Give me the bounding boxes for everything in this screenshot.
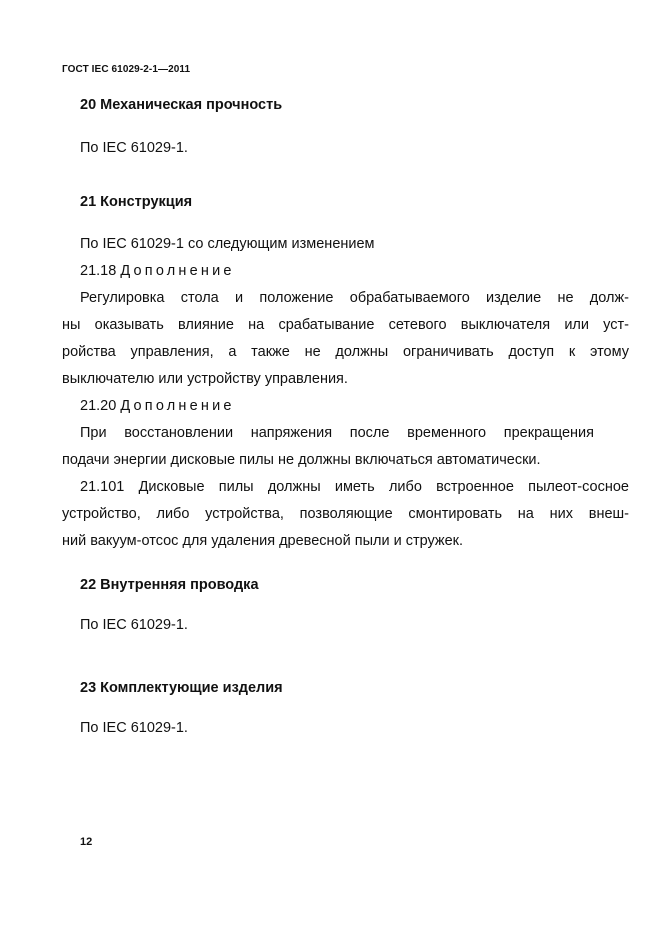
section-23-body: По IEC 61029-1.	[80, 720, 188, 736]
paragraph-line: ний вакуум-отсос для удаления древесной пыли и стружек.	[62, 533, 464, 549]
clause-number: 21.18	[80, 263, 117, 279]
document-header: ГОСТ IEC 61029-2-1—2011	[62, 64, 191, 75]
paragraph-line: ройства управления, а также не должны ограничивать доступ к этому	[62, 344, 629, 360]
clause-label: Дополнение	[120, 263, 235, 279]
section-22-body: По IEC 61029-1.	[80, 617, 188, 633]
paragraph-line: Регулировка стола и положение обрабатываемого изделие не долж-	[80, 290, 629, 306]
clause-label: Дополнение	[120, 398, 235, 414]
paragraph-line: выключателю или устройству управления.	[62, 371, 348, 387]
paragraph-line: подачи энергии дисковые пилы не должны включаться автоматически.	[62, 452, 541, 468]
section-22-title: 22 Внутренняя проводка	[80, 577, 259, 593]
paragraph-line: ны оказывать влияние на срабатывание сетевого выключателя или уст-	[62, 317, 629, 333]
clause-21-20-heading	[80, 398, 235, 414]
paragraph-line: При восстановлении напряжения после временного прекращения	[80, 425, 594, 441]
section-21-title: 21 Конструкция	[80, 194, 193, 210]
section-23-title: 23 Комплектующие изделия	[80, 680, 283, 696]
section-21-intro: По IEC 61029-1 со следующим изменением	[80, 236, 375, 252]
section-20-title: 20 Механическая прочность	[80, 97, 283, 113]
page-number: 12	[80, 836, 93, 848]
section-20-body: По IEC 61029-1.	[80, 140, 188, 156]
paragraph-line: 21.101 Дисковые пилы должны иметь либо встроенное пылеот-сосное	[80, 479, 629, 495]
paragraph-line: устройство, либо устройства, позволяющие смонтировать на них внеш-	[62, 506, 629, 522]
clause-21-18-heading	[80, 263, 235, 279]
clause-number: 21.20	[80, 398, 117, 414]
